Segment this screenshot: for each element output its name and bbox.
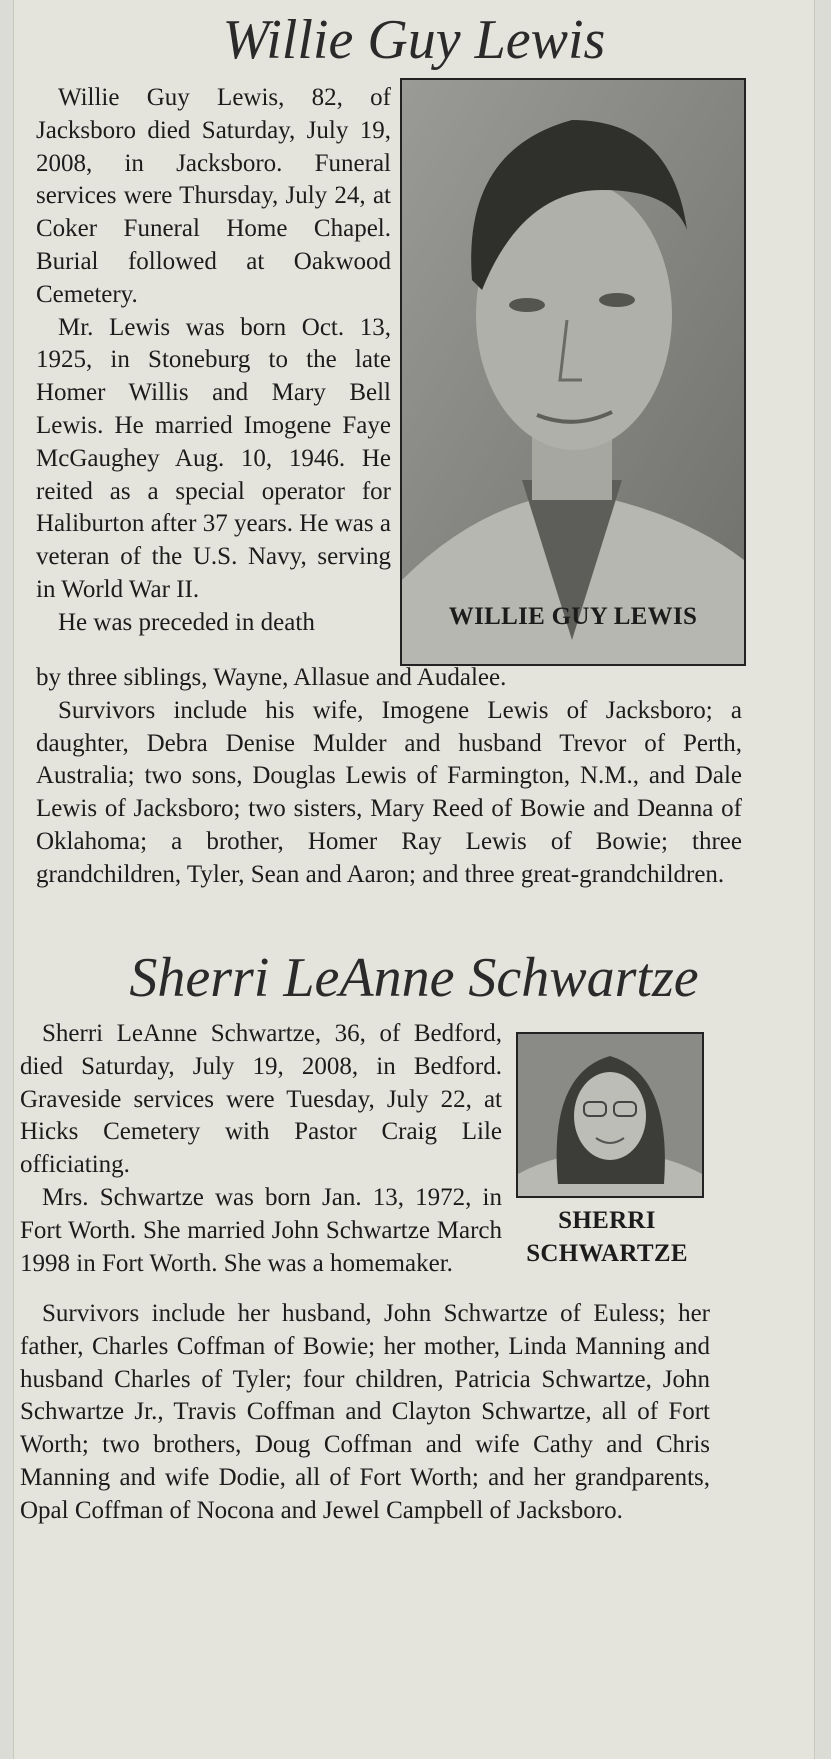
- schwartze-column-text: [20, 1018, 502, 1280]
- lewis-paragraph-2: Mr. Lewis was born Oct. 13, 1925, in Stoneburg to the late Homer Willis and Mary Bell Lewis. He married Imogene Faye McGaughey Aug. 10, 1946. He reited as a special operator for Haliburton after 37 years. He was a veteran of the U.S. Navy, serving in World War II.: [36, 313, 391, 603]
- schwartze-portrait-photo: [516, 1032, 704, 1198]
- lewis-full-width-text: [36, 662, 742, 892]
- lewis-paragraph-4: Survivors include his wife, Imogene Lewis of Jacksboro; a daughter, Debra Denise Mulder and husband Trevor of Perth, Australia; two sons, Douglas Lewis of Farmington, N.M., and Dale Lewis of Jacksboro; two sisters, Mary Reed of Bowie and Deanna of Oklahoma; a brother, Homer Ray Lewis of Bowie; three grandchildren, Tyler, Sean and Aaron; and three great-grandchildren.: [36, 696, 742, 888]
- portrait-silhouette: [518, 1034, 702, 1196]
- lewis-photo-caption: WILLIE GUY LEWIS: [448, 603, 698, 630]
- schwartze-paragraph-3: Survivors include her husband, John Schwartze of Euless; her father, Charles Coffman of Bowie; her mother, Linda Manning and husband Charles of Tyler; four children, Patricia Schwartze, John Schwartze Jr., Travis Coffman and Clayton Schwartze, all of Fort Worth; two brothers, Doug Coffman and wife Cathy and Chris Manning and wife Dodie, all of Fort Worth; and her grandparents, Opal Coffman of Nocona and Jewel Campbell of Jacksboro.: [20, 1300, 710, 1524]
- lewis-portrait-photo: [400, 78, 746, 666]
- obituary-title-schwartze: Sherri LeAnne Schwartze: [129, 947, 699, 1009]
- lewis-paragraph-3-tail: by three siblings, Wayne, Allasue and Audalee.: [36, 664, 507, 691]
- lewis-paragraph-1: Willie Guy Lewis, 82, of Jacksboro died Saturday, July 19, 2008, in Jacksboro. Funeral services were Thursday, July 24, at Coker Funeral Home Chapel. Burial followed at Oakwood Cemetery.: [36, 84, 391, 308]
- lewis-paragraph-3-head: He was preceded in death: [58, 608, 315, 636]
- newspaper-clipping: [14, 0, 814, 1759]
- caption-line-1: SHERRI: [558, 1207, 656, 1234]
- schwartze-full-width-text: [20, 1298, 710, 1528]
- caption-line-2: SCHWARTZE: [526, 1240, 688, 1267]
- portrait-silhouette: [402, 80, 744, 664]
- schwartze-paragraph-2: Mrs. Schwartze was born Jan. 13, 1972, in Fort Worth. She married John Schwartze March 1998 in Fort Worth. She was a homemaker.: [20, 1183, 502, 1277]
- obituary-title-lewis: Willie Guy Lewis: [222, 9, 606, 71]
- lewis-column-text: [36, 82, 391, 640]
- schwartze-paragraph-1: Sherri LeAnne Schwartze, 36, of Bedford, died Saturday, July 19, 2008, in Bedford. Graveside services were Tuesday, July 22, at Hicks Cemetery with Pastor Craig Lile officiating.: [20, 1020, 502, 1179]
- schwartze-photo-caption: [502, 1204, 712, 1270]
